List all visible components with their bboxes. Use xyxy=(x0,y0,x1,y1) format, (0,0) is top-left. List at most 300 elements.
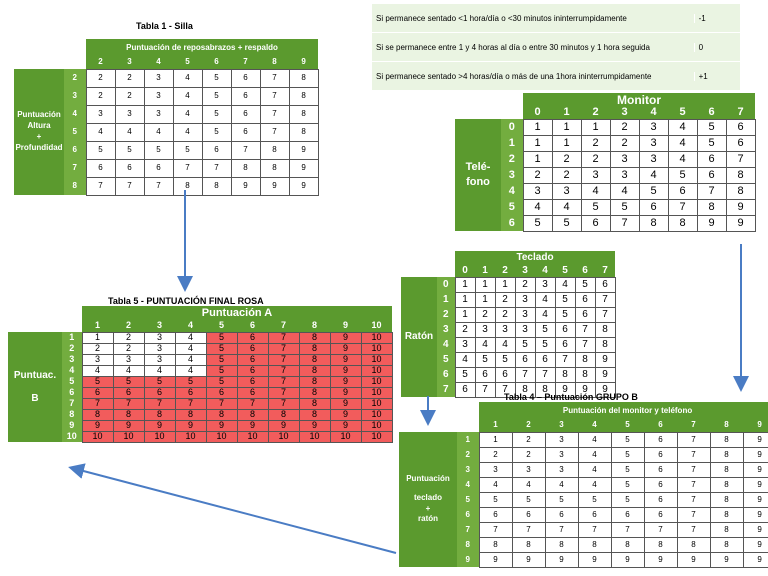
table-cell: 8 xyxy=(299,332,330,343)
table-cell: 5 xyxy=(455,367,475,382)
table-cell: 5 xyxy=(555,292,575,307)
table-cell: 8 xyxy=(299,409,330,420)
table-cell: 4 xyxy=(175,343,206,354)
column-key: 3 xyxy=(115,56,144,69)
arrow-t4-to-t5 xyxy=(72,468,396,553)
table-cell: 10 xyxy=(361,365,392,376)
table-cell: 7 xyxy=(206,398,237,409)
table-cell: 8 xyxy=(260,159,289,177)
table-cell: 5 xyxy=(479,492,512,507)
table-cell: 7 xyxy=(611,522,644,537)
row-key: 9 xyxy=(457,552,479,567)
column-key: 7 xyxy=(677,419,710,432)
table-cell: 1 xyxy=(475,292,495,307)
table-cell: 8 xyxy=(175,409,206,420)
table-cell: 7 xyxy=(535,367,555,382)
table-cell: 6 xyxy=(644,447,677,462)
table-cell: 3 xyxy=(144,354,175,365)
column-key: 6 xyxy=(575,265,595,277)
column-key: 4 xyxy=(144,56,173,69)
column-key: 6 xyxy=(644,419,677,432)
row-key: 3 xyxy=(64,87,86,105)
table-cell: 10 xyxy=(82,431,113,442)
table-cell: 7 xyxy=(86,177,115,195)
table-cell: 5 xyxy=(206,332,237,343)
row-key: 2 xyxy=(501,151,523,167)
row-label-line: Puntuac. xyxy=(13,369,57,381)
table-cell: 9 xyxy=(175,420,206,431)
column-key: 10 xyxy=(361,320,392,332)
table-cell: 6 xyxy=(237,376,268,387)
row-key: 7 xyxy=(62,398,82,409)
row-key: 1 xyxy=(457,432,479,447)
table-cell: 8 xyxy=(578,537,611,552)
table-cell: 9 xyxy=(289,159,318,177)
table-cell: 6 xyxy=(231,123,260,141)
table-cell: 2 xyxy=(113,332,144,343)
table-cell: 7 xyxy=(578,522,611,537)
table-cell: 6 xyxy=(175,387,206,398)
table-cell: 4 xyxy=(668,135,697,151)
table-cell: 3 xyxy=(610,167,639,183)
table-cell: 6 xyxy=(726,135,755,151)
table-cell: 7 xyxy=(697,183,726,199)
table-cell: 1 xyxy=(552,119,581,135)
row-key: 2 xyxy=(64,69,86,87)
table-cell: 6 xyxy=(455,382,475,397)
table-cell: 3 xyxy=(581,167,610,183)
column-key: 4 xyxy=(578,419,611,432)
column-key: 2 xyxy=(495,265,515,277)
column-key: 5 xyxy=(206,320,237,332)
table-cell: 9 xyxy=(575,382,595,397)
table-cell: 8 xyxy=(82,409,113,420)
table-cell: 6 xyxy=(575,307,595,322)
table-cell: 8 xyxy=(710,522,743,537)
table-cell: 4 xyxy=(86,123,115,141)
column-key: 8 xyxy=(299,320,330,332)
table-cell: 5 xyxy=(611,447,644,462)
table-cell: 3 xyxy=(144,69,173,87)
table-header: Puntuación del monitor y teléfono xyxy=(479,402,768,419)
table-cell: 4 xyxy=(479,477,512,492)
table-header: Monitor xyxy=(523,93,755,107)
row-key: 6 xyxy=(457,507,479,522)
table-cell: 2 xyxy=(610,119,639,135)
table-cell: 4 xyxy=(578,447,611,462)
table-cell: 3 xyxy=(144,105,173,123)
table-cell: 2 xyxy=(86,87,115,105)
table-cell: 3 xyxy=(545,432,578,447)
table-cell: 6 xyxy=(202,141,231,159)
table-cell: 6 xyxy=(144,159,173,177)
table-cell: 6 xyxy=(237,332,268,343)
table-cell: 5 xyxy=(523,215,552,231)
table-cell: 9 xyxy=(644,552,677,567)
row-label-line: B xyxy=(31,393,39,404)
table-cell: 5 xyxy=(206,343,237,354)
table-cell: 8 xyxy=(299,387,330,398)
table-cell: 8 xyxy=(113,409,144,420)
table-cell: 9 xyxy=(595,352,615,367)
table-cell: 9 xyxy=(289,177,318,195)
table-cell: 3 xyxy=(495,322,515,337)
table-cell: 8 xyxy=(555,367,575,382)
table-cell: 3 xyxy=(115,105,144,123)
table-cell: 3 xyxy=(610,151,639,167)
row-label-line: Puntuación xyxy=(406,473,450,483)
table-cell: 2 xyxy=(552,167,581,183)
table-cell: 9 xyxy=(743,522,768,537)
column-key: 7 xyxy=(231,56,260,69)
table-cell: 5 xyxy=(202,87,231,105)
column-key: 1 xyxy=(475,265,495,277)
table-cell: 9 xyxy=(330,398,361,409)
table-cell: 5 xyxy=(206,354,237,365)
table-cell: 8 xyxy=(289,69,318,87)
table-cell: 2 xyxy=(552,151,581,167)
column-key: 8 xyxy=(260,56,289,69)
table-cell: 7 xyxy=(173,159,202,177)
table-cell: 3 xyxy=(545,462,578,477)
note-text: Si se permanece entre 1 y 4 horas al día o entre 30 minutos y 1 hora seguida xyxy=(376,42,650,52)
table-cell: 3 xyxy=(639,135,668,151)
table-cell: 4 xyxy=(144,123,173,141)
row-key: 4 xyxy=(64,105,86,123)
table-cell: 1 xyxy=(523,135,552,151)
column-key: 5 xyxy=(668,107,697,119)
table-cell: 8 xyxy=(144,409,175,420)
table-cell: 8 xyxy=(677,537,710,552)
table-cell: 9 xyxy=(113,420,144,431)
table-cell: 5 xyxy=(555,307,575,322)
column-key: 5 xyxy=(555,265,575,277)
table-cell: 6 xyxy=(639,199,668,215)
row-key: 1 xyxy=(501,135,523,151)
table-cell: 9 xyxy=(710,552,743,567)
table-cell: 4 xyxy=(475,337,495,352)
table-cell: 3 xyxy=(144,87,173,105)
table-cell: 7 xyxy=(726,151,755,167)
table-cell: 3 xyxy=(523,183,552,199)
table-cell: 4 xyxy=(512,477,545,492)
table-cell: 3 xyxy=(144,332,175,343)
table-cell: 6 xyxy=(512,507,545,522)
table-cell: 6 xyxy=(575,292,595,307)
row-label-line: Altura xyxy=(27,121,51,131)
row-key: 10 xyxy=(62,431,82,442)
table-cell: 8 xyxy=(299,365,330,376)
column-key: 2 xyxy=(512,419,545,432)
table-cell: 7 xyxy=(575,322,595,337)
column-key: 4 xyxy=(175,320,206,332)
table-cell: 2 xyxy=(475,307,495,322)
table-cell: 9 xyxy=(726,199,755,215)
table-cell: 9 xyxy=(330,332,361,343)
table-cell: 6 xyxy=(578,507,611,522)
table-cell: 3 xyxy=(535,277,555,292)
table-cell: 1 xyxy=(581,119,610,135)
table-cell: 7 xyxy=(260,69,289,87)
table-cell: 7 xyxy=(555,352,575,367)
table-cell: 5 xyxy=(206,365,237,376)
table-cell: 7 xyxy=(515,367,535,382)
column-key: 0 xyxy=(523,107,552,119)
table-cell: 4 xyxy=(535,292,555,307)
table-cell: 6 xyxy=(697,167,726,183)
table-header: Teclado xyxy=(455,251,615,265)
table-cell: 8 xyxy=(595,322,615,337)
table-cell: 4 xyxy=(535,307,555,322)
table-cell: 5 xyxy=(535,337,555,352)
table-cell: 9 xyxy=(268,420,299,431)
table-cell: 8 xyxy=(668,215,697,231)
table-cell: 5 xyxy=(668,167,697,183)
table-cell: 5 xyxy=(611,432,644,447)
column-key: 9 xyxy=(743,419,768,432)
table-cell: 2 xyxy=(512,432,545,447)
table-cell: 7 xyxy=(595,307,615,322)
table-cell: 4 xyxy=(82,365,113,376)
table-cell: 8 xyxy=(260,141,289,159)
table-cell: 8 xyxy=(726,183,755,199)
row-key: 6 xyxy=(501,215,523,231)
table-cell: 8 xyxy=(710,462,743,477)
table-cell: 2 xyxy=(115,69,144,87)
row-key: 3 xyxy=(501,167,523,183)
table-cell: 4 xyxy=(578,432,611,447)
table-cell: 5 xyxy=(202,105,231,123)
table-cell: 5 xyxy=(639,183,668,199)
table-cell: 7 xyxy=(260,87,289,105)
column-key: 7 xyxy=(726,107,755,119)
table-cell: 4 xyxy=(113,365,144,376)
row-key: 3 xyxy=(437,322,455,337)
column-key: 5 xyxy=(173,56,202,69)
table-cell: 9 xyxy=(743,462,768,477)
table-cell: 9 xyxy=(726,215,755,231)
table-cell: 7 xyxy=(595,292,615,307)
table-cell: 3 xyxy=(552,183,581,199)
table-cell: 7 xyxy=(668,199,697,215)
table-cell: 2 xyxy=(82,343,113,354)
table-cell: 3 xyxy=(512,462,545,477)
table-cell: 10 xyxy=(361,431,392,442)
table-cell: 7 xyxy=(268,376,299,387)
table-cell: 6 xyxy=(644,492,677,507)
table-cell: 2 xyxy=(523,167,552,183)
table-cell: 6 xyxy=(82,387,113,398)
table-cell: 8 xyxy=(726,167,755,183)
table-cell: 2 xyxy=(581,151,610,167)
column-key: 1 xyxy=(82,320,113,332)
table-cell: 1 xyxy=(479,432,512,447)
table-cell: 7 xyxy=(475,382,495,397)
table-cell: 7 xyxy=(495,382,515,397)
table-cell: 7 xyxy=(268,398,299,409)
note-value: +1 xyxy=(694,72,740,81)
table-cell: 9 xyxy=(595,367,615,382)
table-cell: 7 xyxy=(644,522,677,537)
column-key: 3 xyxy=(610,107,639,119)
table-5-title: Tabla 5 - PUNTUACIÓN FINAL ROSA xyxy=(108,296,264,306)
table-cell: 8 xyxy=(710,537,743,552)
table-cell: 9 xyxy=(697,215,726,231)
row-key: 3 xyxy=(457,462,479,477)
table-cell: 9 xyxy=(330,376,361,387)
table-cell: 7 xyxy=(202,159,231,177)
row-key: 8 xyxy=(64,177,86,195)
note-value: -1 xyxy=(694,14,740,23)
row-key: 5 xyxy=(62,376,82,387)
row-key: 4 xyxy=(501,183,523,199)
table-cell: 9 xyxy=(144,420,175,431)
table-cell: 8 xyxy=(299,398,330,409)
table-cell: 5 xyxy=(512,492,545,507)
table-cell: 8 xyxy=(289,87,318,105)
row-key: 4 xyxy=(457,477,479,492)
table-cell: 7 xyxy=(575,337,595,352)
table-cell: 8 xyxy=(231,159,260,177)
table-cell: 9 xyxy=(237,420,268,431)
table-cell: 8 xyxy=(710,477,743,492)
table-4-title: Tabla 4 – Puntuación GRUPO B xyxy=(504,392,638,402)
table-cell: 10 xyxy=(299,431,330,442)
table-cell: 4 xyxy=(173,105,202,123)
table-cell: 5 xyxy=(115,141,144,159)
table-cell: 7 xyxy=(677,492,710,507)
table-cell: 5 xyxy=(581,199,610,215)
table-cell: 7 xyxy=(82,398,113,409)
table-cell: 5 xyxy=(475,352,495,367)
table-cell: 7 xyxy=(610,215,639,231)
table-cell: 6 xyxy=(644,507,677,522)
table-cell: 5 xyxy=(578,492,611,507)
table-cell: 8 xyxy=(710,432,743,447)
table-cell: 4 xyxy=(175,354,206,365)
table-cell: 5 xyxy=(495,352,515,367)
table-cell: 6 xyxy=(231,87,260,105)
column-key: 9 xyxy=(330,320,361,332)
table-cell: 7 xyxy=(115,177,144,195)
table-cell: 4 xyxy=(668,151,697,167)
table-cell: 7 xyxy=(677,477,710,492)
table-cell: 4 xyxy=(668,119,697,135)
table-cell: 6 xyxy=(86,159,115,177)
table-cell: 10 xyxy=(361,376,392,387)
table-cell: 7 xyxy=(677,447,710,462)
table-cell: 10 xyxy=(361,420,392,431)
table-cell: 7 xyxy=(113,398,144,409)
table-cell: 6 xyxy=(237,343,268,354)
table-cell: 6 xyxy=(475,367,495,382)
table-cell: 4 xyxy=(610,183,639,199)
table-cell: 9 xyxy=(595,382,615,397)
table-cell: 3 xyxy=(515,292,535,307)
column-key: 3 xyxy=(144,320,175,332)
row-label-line: ratón xyxy=(418,514,438,524)
table-cell: 6 xyxy=(555,337,575,352)
row-key: 2 xyxy=(437,307,455,322)
table-cell: 2 xyxy=(86,69,115,87)
column-key: 3 xyxy=(515,265,535,277)
table-cell: 2 xyxy=(581,135,610,151)
table-cell: 6 xyxy=(644,477,677,492)
table-cell: 10 xyxy=(268,431,299,442)
row-key: 7 xyxy=(457,522,479,537)
table-cell: 2 xyxy=(115,87,144,105)
table-cell: 8 xyxy=(268,409,299,420)
row-key: 4 xyxy=(437,337,455,352)
table-cell: 4 xyxy=(144,365,175,376)
table-cell: 7 xyxy=(237,398,268,409)
table-cell: 7 xyxy=(268,354,299,365)
table-cell: 9 xyxy=(330,420,361,431)
table-cell: 5 xyxy=(545,492,578,507)
row-key: 4 xyxy=(62,365,82,376)
table-cell: 7 xyxy=(677,522,710,537)
table-cell: 6 xyxy=(644,462,677,477)
table-cell: 4 xyxy=(552,199,581,215)
table-cell: 4 xyxy=(555,277,575,292)
table-cell: 3 xyxy=(545,447,578,462)
table-cell: 8 xyxy=(575,352,595,367)
row-key: 5 xyxy=(457,492,479,507)
table-cell: 9 xyxy=(479,552,512,567)
table-cell: 8 xyxy=(206,409,237,420)
table-cell: 8 xyxy=(697,199,726,215)
row-label-line: + xyxy=(36,132,42,141)
table-cell: 9 xyxy=(743,537,768,552)
table-cell: 4 xyxy=(175,332,206,343)
column-key: 6 xyxy=(237,320,268,332)
row-key: 1 xyxy=(62,332,82,343)
table-cell: 1 xyxy=(455,292,475,307)
table-cell: 9 xyxy=(743,477,768,492)
table-cell: 6 xyxy=(595,277,615,292)
table-cell: 8 xyxy=(535,382,555,397)
table-cell: 7 xyxy=(479,522,512,537)
row-key: 5 xyxy=(501,199,523,215)
table-cell: 3 xyxy=(639,151,668,167)
table-cell: 1 xyxy=(523,151,552,167)
column-key: 6 xyxy=(697,107,726,119)
table-cell: 7 xyxy=(268,365,299,376)
table-header: Puntuación A xyxy=(82,306,392,320)
table-cell: 10 xyxy=(237,431,268,442)
column-key: 9 xyxy=(289,56,318,69)
note-value: 0 xyxy=(694,43,740,52)
row-key: 6 xyxy=(62,387,82,398)
table-cell: 5 xyxy=(610,199,639,215)
table-cell: 4 xyxy=(523,199,552,215)
table-cell: 10 xyxy=(206,431,237,442)
table-cell: 10 xyxy=(113,431,144,442)
table-cell: 8 xyxy=(479,537,512,552)
table-cell: 4 xyxy=(173,123,202,141)
row-label-line: Telé- xyxy=(465,161,491,174)
table-cell: 3 xyxy=(479,462,512,477)
table-cell: 8 xyxy=(644,537,677,552)
table-cell: 2 xyxy=(515,277,535,292)
table-cell: 8 xyxy=(575,367,595,382)
table-cell: 4 xyxy=(455,352,475,367)
row-key: 7 xyxy=(64,159,86,177)
column-key: 1 xyxy=(479,419,512,432)
table-cell: 8 xyxy=(512,537,545,552)
row-key: 9 xyxy=(62,420,82,431)
table-cell: 4 xyxy=(578,477,611,492)
